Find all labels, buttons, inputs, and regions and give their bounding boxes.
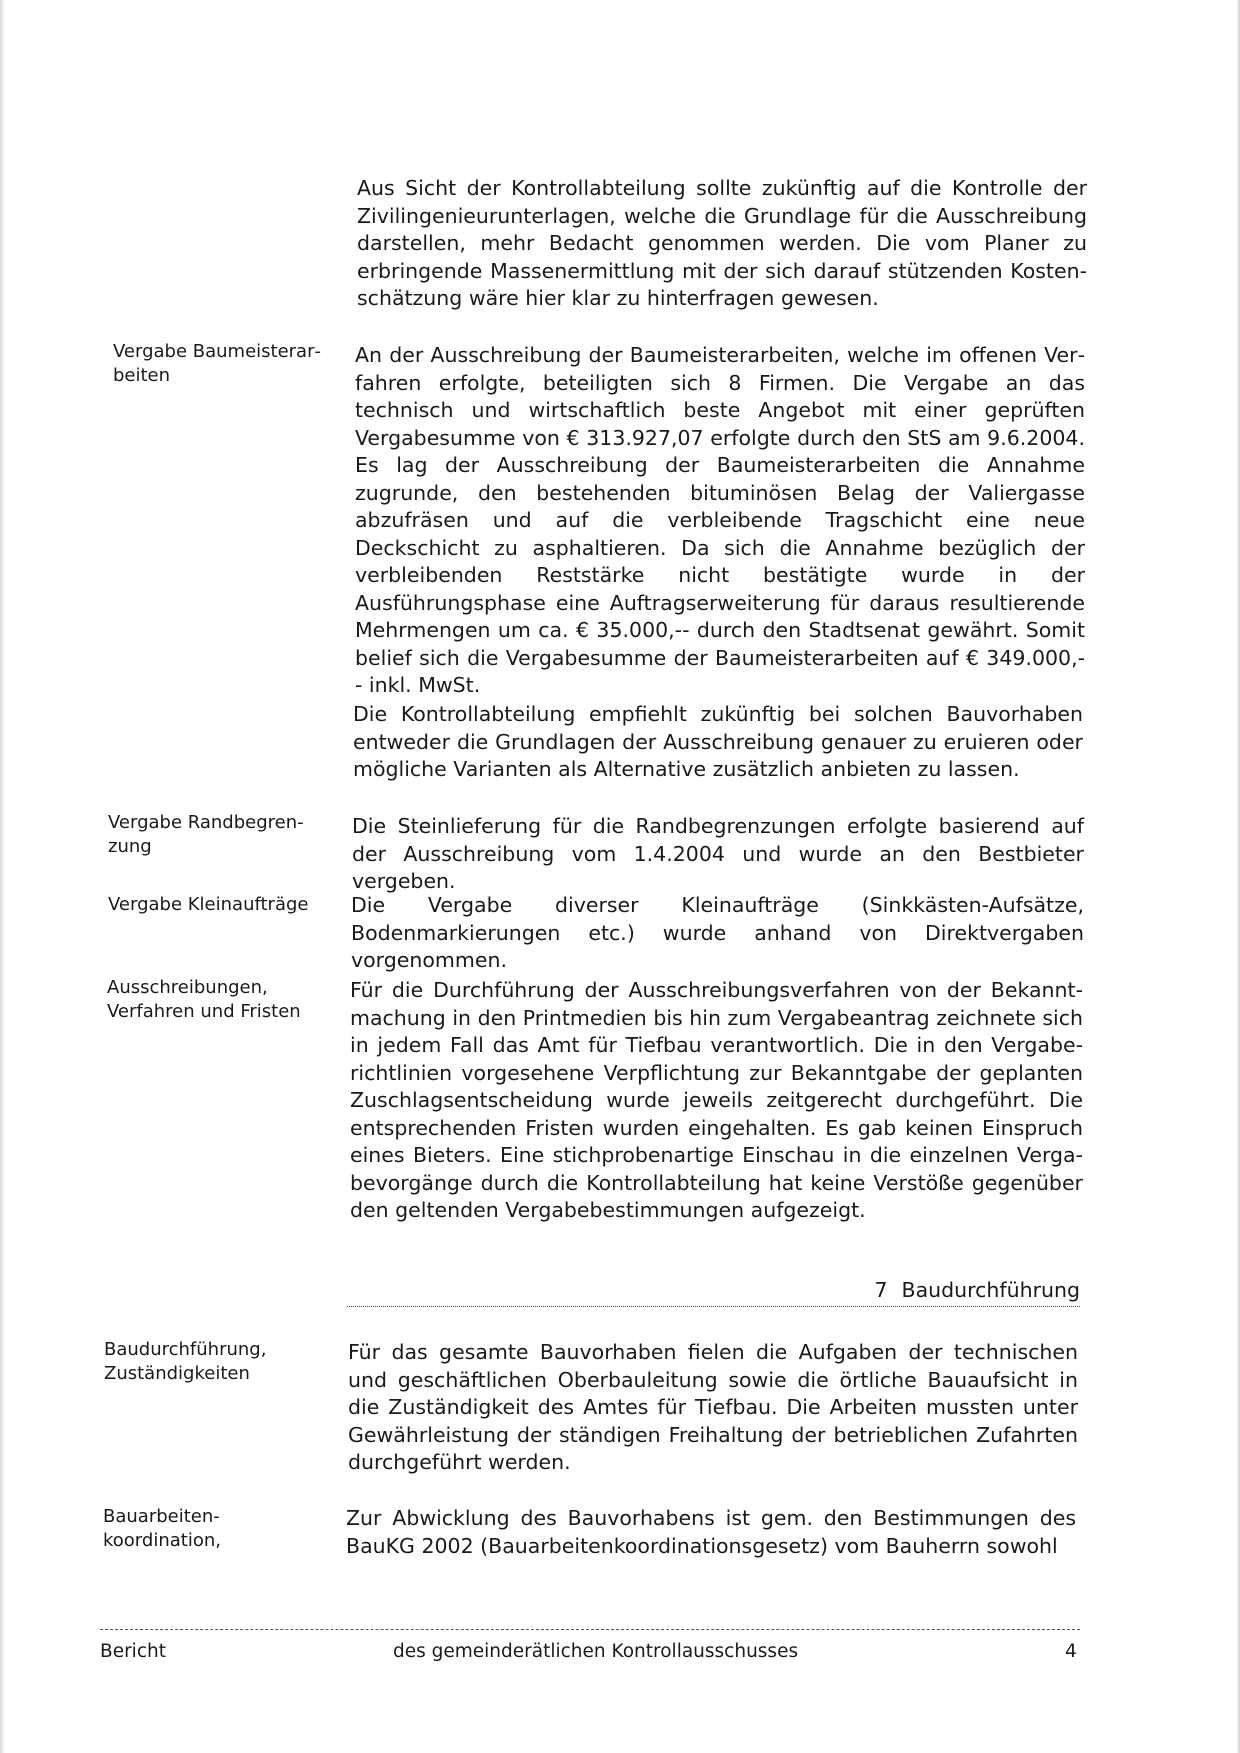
baudurchfuehrung-paragraph: Für das gesamte Bauvorhaben fielen die Aufgaben der technischen und geschäftlichen Oberbauleitung sowie die örtliche Bauaufsicht in die Zuständigkeit des Amtes für Tiefbau. Die Arbeiten mussten unter Gewährleistung der ständigen Freihaltung der betrieblichen Zufahrten durchgeführt werden.: [348, 1340, 1078, 1474]
footer-left: Bericht: [100, 1641, 166, 1662]
margin-label-koordination: Bauarbeitenkoordination,: [103, 1506, 221, 1551]
intro-paragraph: Aus Sicht der Kontrollabteilung sollte zukünftig auf die Kontrolle der Zivilingenieurunterlagen, welche die Grundlage für die Ausschreibung darstellen, mehr Bedacht genommen werden. Die vom Planer zu erbringende Massenermittlung mit der sich darauf stützenden Kostenschätzung wäre hier klar zu hinterfragen gewesen.: [357, 176, 1087, 310]
randbegrenzung-paragraph: Die Steinlieferung für die Randbegrenzungen erfolgte basierend auf der Ausschreibung vom 1.4.2004 und wurde an den Bestbieter vergeben.: [352, 814, 1084, 893]
chapter-title: Baudurchführung: [901, 1278, 1080, 1302]
margin-label-randbegrenzung: Vergabe Randbegrenzung: [108, 812, 304, 857]
kleinauftraege-paragraph: Die Vergabe diverser Kleinaufträge (Sinkkästen-Aufsätze, Bodenmarkierungen etc.) wurde anhand von Direktvergaben vorgenommen.: [351, 893, 1084, 972]
recommendation-paragraph: Die Kontrollabteilung empfiehlt zukünftig bei solchen Bauvorhaben entweder die Grundlagen der Ausschreibung genauer zu eruieren oder mögliche Varianten als Alternative zusätzlich anbieten zu lassen.: [353, 702, 1083, 781]
footer-divider: [100, 1629, 1080, 1630]
baumeister-paragraph: An der Ausschreibung der Baumeisterarbeiten, welche im offenen Verfahren erfolgte, beteiligten sich 8 Firmen. Die Vergabe an das technisch und wirtschaftlich beste Angebot mit einer geprüften Vergabesumme von € 313.927,07 erfolgte durch den StS am 9.6.2004. Es lag der Ausschreibung der Baumeisterarbeiten die Annahme zugrunde, den bestehenden bituminösen Belag der Valiergasse abzufräsen und auf die verbleibende Tragschicht eine neue Deckschicht zu asphaltieren. Da sich die Annahme bezüglich der verbleibenden Reststärke nicht bestätigte wurde in der Ausführungsphase eine Auftragserweiterung für daraus resultierende Mehrmengen um ca. € 35.000,-- durch den Stadtsenat gewährt. Somit belief sich die Vergabesumme der Baumeisterarbeiten auf € 349.000,-- inkl. MwSt.: [355, 343, 1085, 697]
footer-center: des gemeinderätlichen Kontrollausschusses: [393, 1641, 799, 1662]
ausschreibungen-paragraph: Für die Durchführung der Ausschreibungsverfahren von der Bekanntmachung in den Printmedien bis hin zum Vergabeantrag zeichnete sich in jedem Fall das Amt für Tiefbau verantwortlich. Die in den Vergaberichtlinien vorgesehene Verpflichtung zur Bekanntgabe der geplanten Zuschlagsentscheidung wurde jeweils zeitgerecht durchgeführt. Die entsprechenden Fristen wurden eingehalten. Es gab keinen Einspruch eines Bieters. Eine stichprobenartige Einschau in die einzelnen Vergabevorgänge durch die Kontrollabteilung hat keine Verstöße gegenüber den geltenden Vergabebestimmungen aufgezeigt.: [350, 978, 1083, 1222]
margin-label-kleinauftraege: Vergabe Kleinaufträge: [108, 894, 309, 915]
koordination-paragraph: Zur Abwicklung des Bauvorhabens ist gem. den Bestimmungen des BauKG 2002 (Bauarbeitenkoordinationsgesetz) vom Bauherrn sowohl: [346, 1506, 1076, 1558]
margin-label-zustaendigkeiten: Baudurchführung, Zuständigkeiten: [104, 1339, 267, 1384]
margin-label-ausschreibungen: Ausschreibungen, Verfahren und Fristen: [107, 977, 301, 1022]
chapter-number: 7: [874, 1278, 888, 1302]
scan-edge-left: [0, 0, 4, 1753]
chapter-heading: [347, 1275, 1080, 1307]
page-number: 4: [1065, 1641, 1077, 1662]
margin-label-baumeister: Vergabe Baumeisterarbeiten: [113, 341, 321, 386]
